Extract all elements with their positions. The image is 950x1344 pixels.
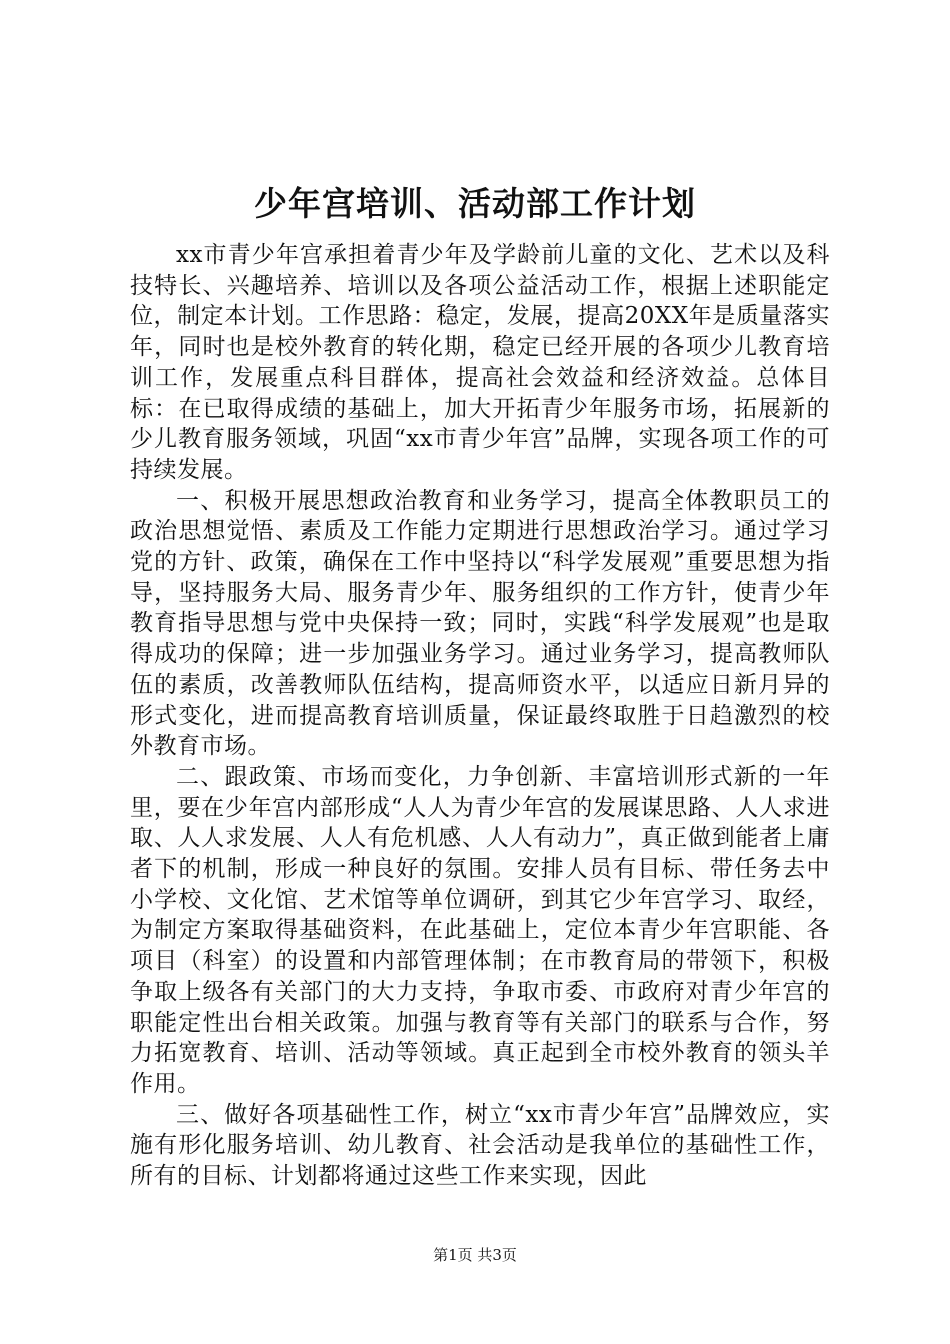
- paragraph-section-three: 三、做好各项基础性工作，树立“xx市青少年宫”品牌效应，实施有形化服务培训、幼儿教育、社会活动是我单位的基础性工作，所有的目标、计划都将通过这些工作来实现，因此: [130, 1101, 830, 1190]
- paragraph-section-two: 二、跟政策、市场而变化，力争创新、丰富培训形式新的一年里，要在少年宫内部形成“人人为青少年宫的发展谋思路、人人求进取、人人求发展、人人有危机感、人人有动力”，真正做到能者上庸者下的机制，形成一种良好的氛围。安排人员有目标、带任务去中小学校、文化馆、艺术馆等单位调研，到其它少年宫学习、取经，为制定方案取得基础资料，在此基础上，定位本青少年宫职能、各项目（科室）的设置和内部管理体制；在市教育局的带领下，积极争取上级各有关部门的大力支持，争取市委、市政府对青少年宫的职能定性出台相关政策。加强与教育等有关部门的联系与合作，努力拓宽教育、培训、活动等领域。真正起到全市校外教育的领头羊作用。: [130, 763, 830, 1097]
- document-title: 少年宫培训、活动部工作计划: [254, 184, 696, 223]
- page-number-footer: 第1页 共3页: [433, 1246, 517, 1264]
- document-body: [130, 240, 830, 1192]
- paragraph-section-one: 一、积极开展思想政治教育和业务学习，提高全体教职员工的政治思想觉悟、素质及工作能力定期进行思想政治学习。通过学习党的方针、政策，确保在工作中坚持以“科学发展观”重要思想为指导，坚持服务大局、服务青少年、服务组织的工作方针，使青少年教育指导思想与党中央保持一致；同时，实践“科学发展观”也是取得成功的保障；进一步加强业务学习。通过业务学习，提高教师队伍的素质，改善教师队伍结构，提高师资水平，以适应日新月异的形式变化，进而提高教育培训质量，保证最终取胜于日趋激烈的校外教育市场。: [130, 487, 830, 760]
- paragraph-intro: xx市青少年宫承担着青少年及学龄前儿童的文化、艺术以及科技特长、兴趣培养、培训以及各项公益活动工作，根据上述职能定位，制定本计划。工作思路：稳定，发展，提高20XX年是质量落实年，同时也是校外教育的转化期，稳定已经开展的各项少儿教育培训工作，发展重点科目群体，提高社会效益和经济效益。总体目标：在已取得成绩的基础上，加大开拓青少年服务市场，拓展新的少儿教育服务领域，巩固“xx市青少年宫”品牌，实现各项工作的可持续发展。: [130, 242, 830, 483]
